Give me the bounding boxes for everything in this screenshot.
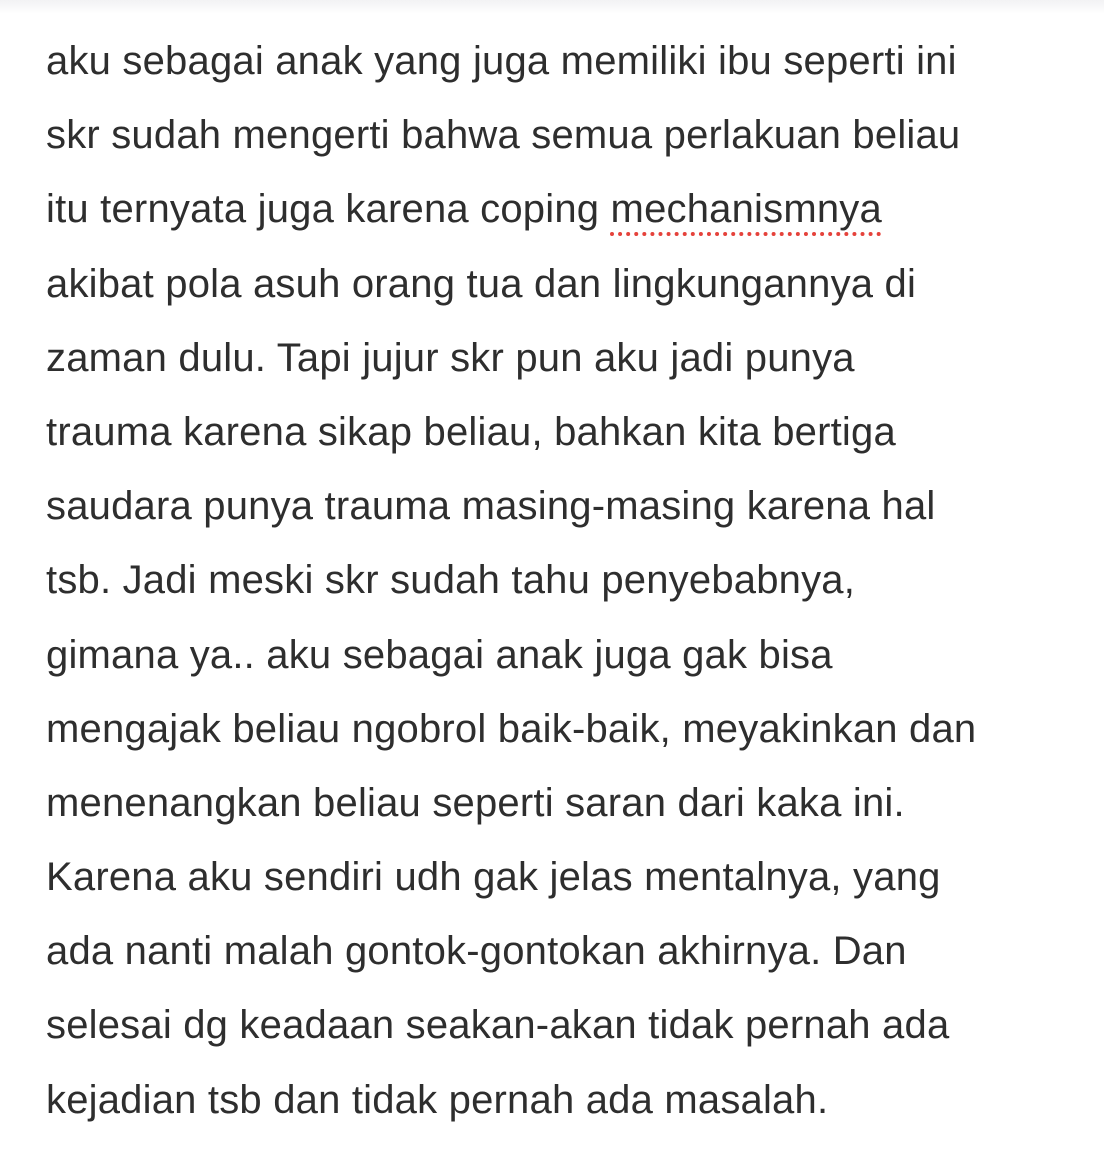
note-text-body[interactable] (46, 24, 1086, 1137)
note-line-3-text: itu ternyata juga karena coping (46, 187, 611, 232)
note-line-7: saudara punya trauma masing-masing karena hal (46, 484, 936, 529)
note-line-1: aku sebagai anak yang juga memiliki ibu seperti ini (46, 39, 957, 83)
note-line-15: kejadian tsb dan tidak pernah ada masalah. (46, 1077, 829, 1122)
note-line-5: zaman dulu. Tapi jujur skr pun aku jadi punya (46, 335, 855, 380)
note-line-11: menenangkan beliau seperti saran dari kaka ini. (46, 780, 905, 825)
note-line-14: selesai dg keadaan seakan-akan tidak pernah ada (46, 1003, 950, 1048)
top-edge-shadow (0, 0, 1104, 14)
note-line-8: tsb. Jadi meski skr sudah tahu penyebabnya, (46, 558, 856, 603)
note-line-6: trauma karena sikap beliau, bahkan kita bertiga (46, 409, 896, 454)
note-line-13: ada nanti malah gontok-gontokan akhirnya. Dan (46, 929, 907, 974)
spellcheck-flagged-word[interactable]: mechanismnya (610, 187, 882, 232)
note-line-9: gimana ya.. aku sebagai anak juga gak bisa (46, 632, 833, 677)
note-line-3 (46, 172, 1086, 246)
note-line-10: mengajak beliau ngobrol baik-baik, meyakinkan dan (46, 706, 977, 751)
note-line-12: Karena aku sendiri udh gak jelas mentalnya, yang (46, 855, 941, 900)
note-line-2: skr sudah mengerti bahwa semua perlakuan beliau (46, 113, 961, 158)
note-line-4: akibat pola asuh orang tua dan lingkungannya di (46, 261, 917, 306)
